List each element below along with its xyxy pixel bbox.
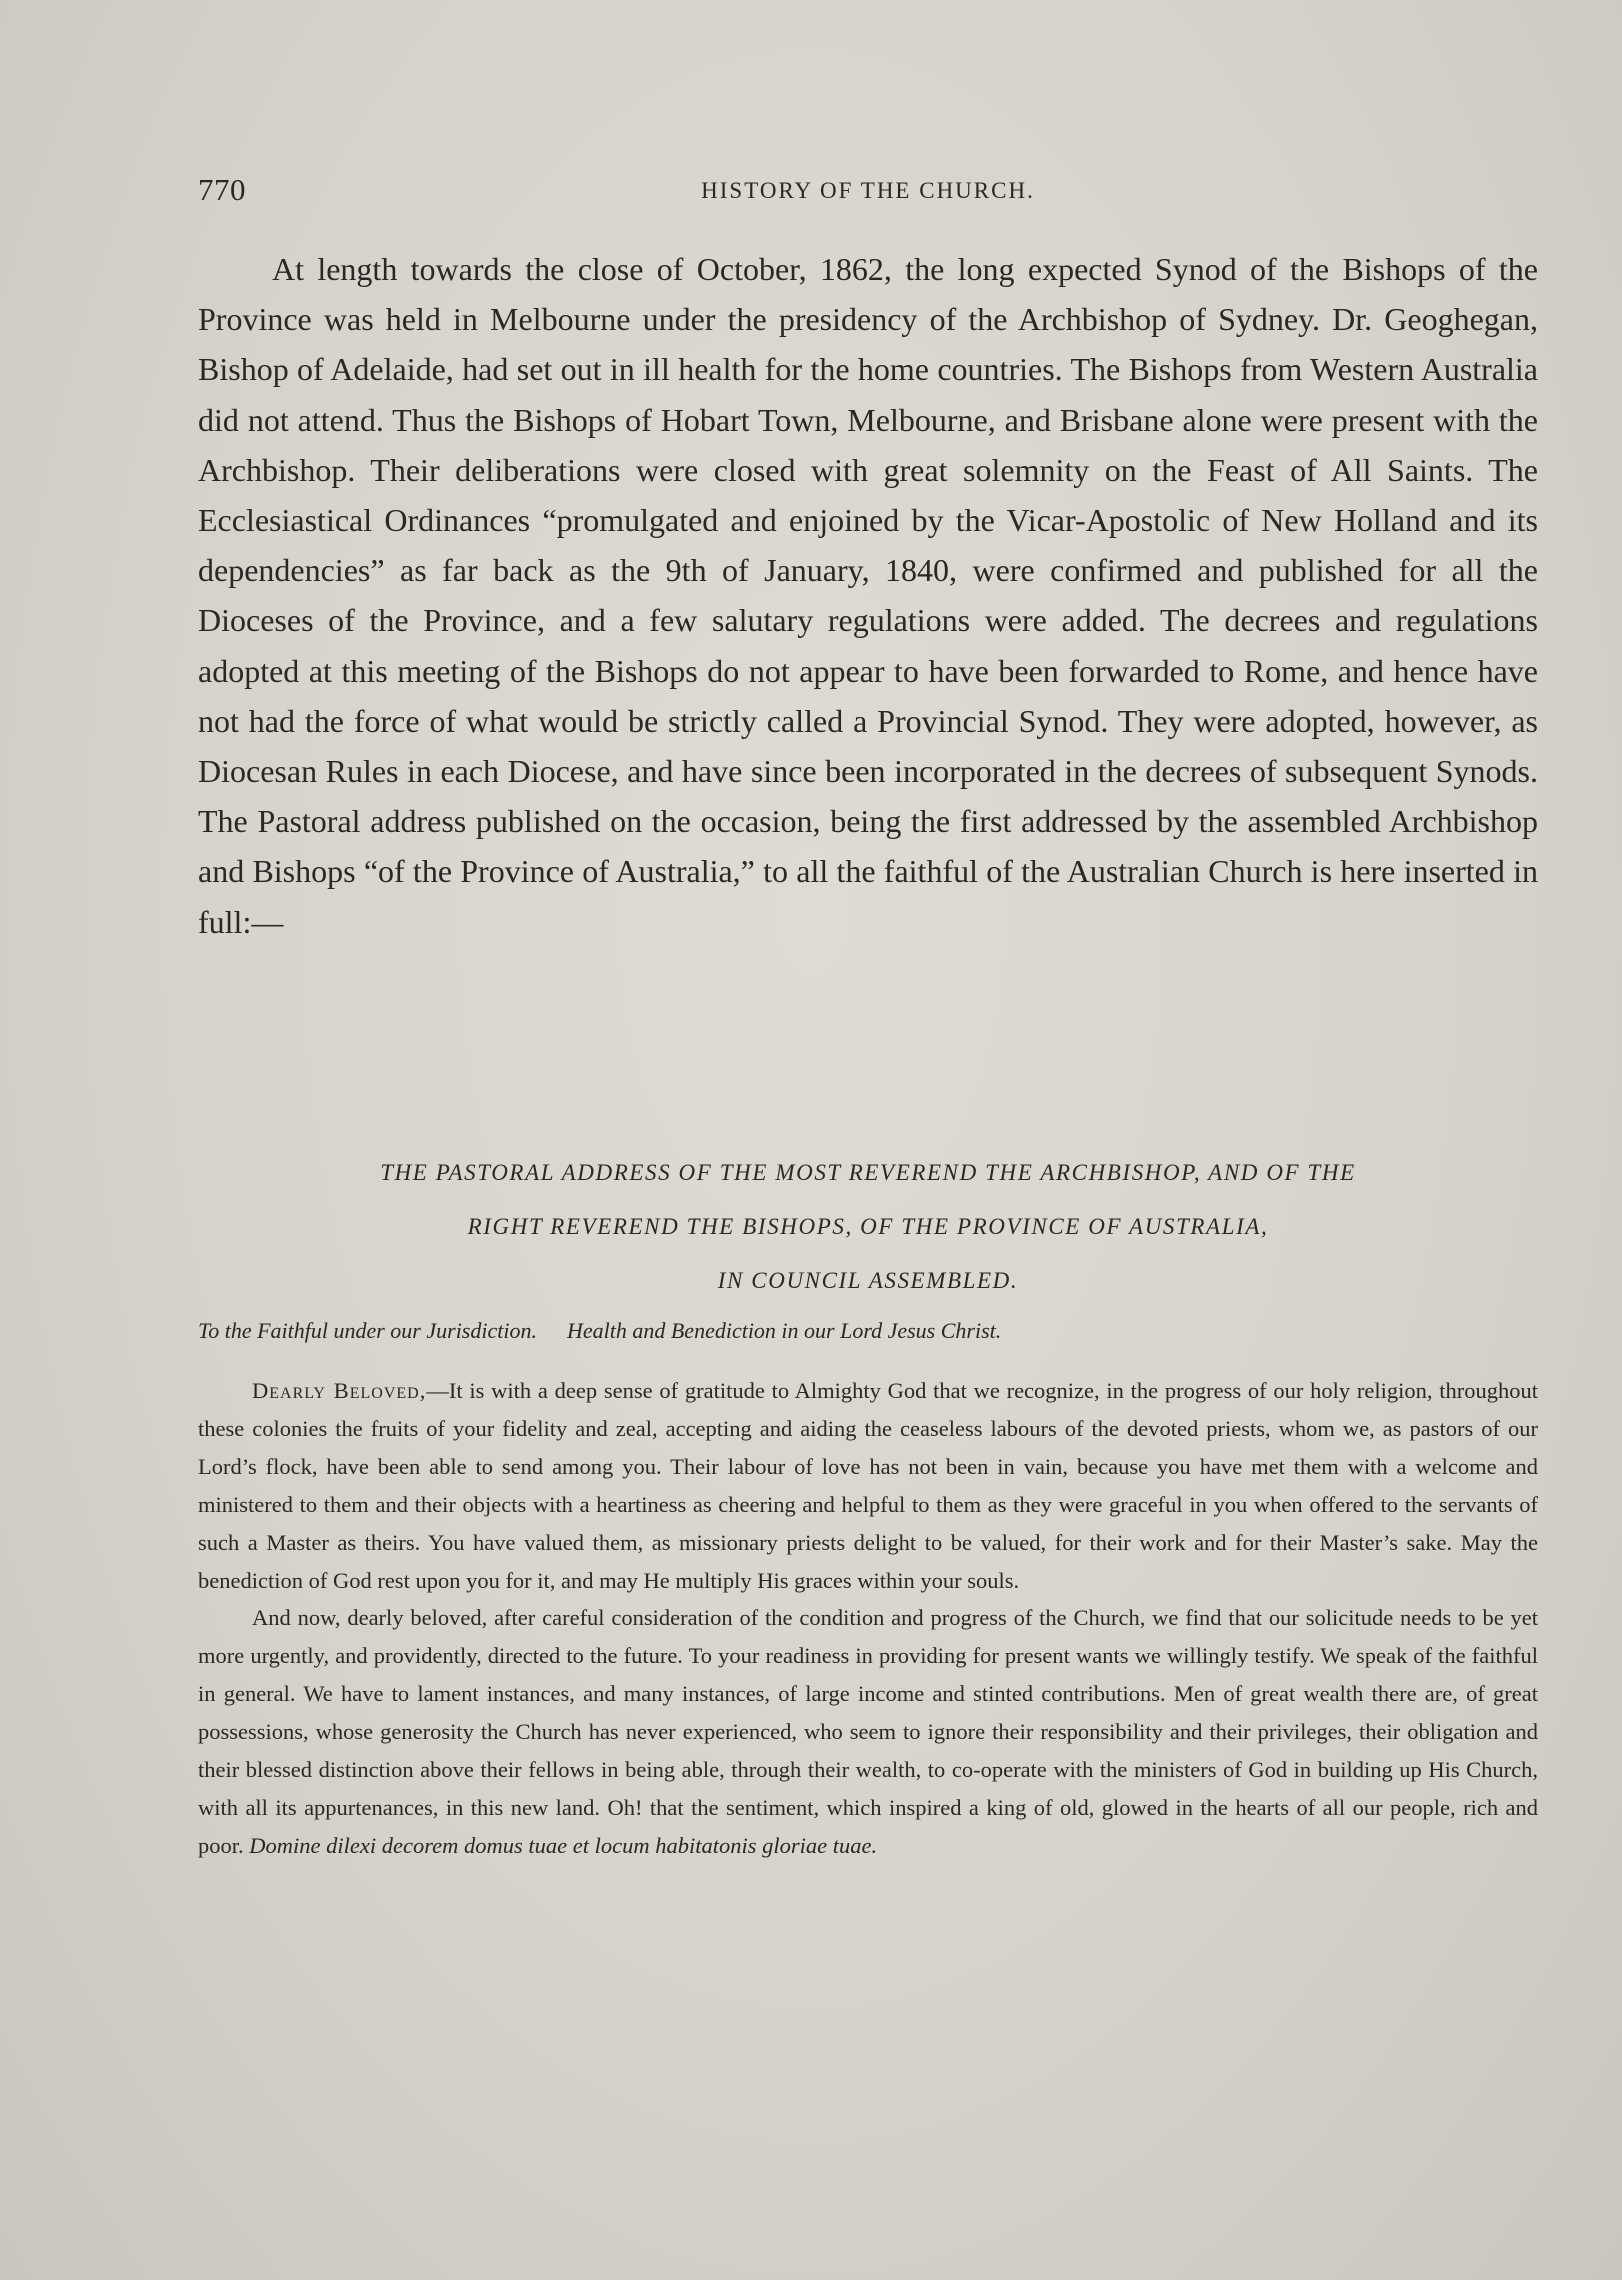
heading-line: RIGHT REVEREND THE BISHOPS, OF THE PROVINCE OF AUSTRALIA, (467, 1214, 1269, 1239)
salutation-greeting: Health and Benediction in our Lord Jesus Christ. (566, 1318, 1002, 1343)
address-paragraph (198, 1372, 1538, 1599)
address-salutation (198, 1318, 1538, 1344)
address-paragraph (198, 1599, 1538, 1864)
latin-quotation: Domine dilexi decorem domus tuae et locum habitatonis gloriae tuae. (249, 1832, 878, 1858)
heading-line: THE PASTORAL ADDRESS OF THE MOST REVEREND THE ARCHBISHOP, AND OF THE (380, 1160, 1356, 1185)
heading-line: IN COUNCIL ASSEMBLED. (717, 1268, 1019, 1293)
body-paragraph: At length towards the close of October, 1862, the long expected Synod of the Bishops of the Province was held in Melbourne under the presidency of the Archbishop of Sydney. Dr. Geoghegan, Bishop of Adelaide, had set out in ill health for the home countries. The Bishops from Western Australia did not attend. Thus the Bishops of Hobart Town, Melbourne, and Brisbane alone were present with the Archbishop. Their deliberations were closed with great solemnity on the Feast of All Saints. The Ecclesiastical Ordinances “promulgated and enjoined by the Vicar-Apostolic of New Holland and its dependencies” as far back as the 9th of January, 1840, were confirmed and published for all the Dioceses of the Province, and a few salutary regulations were added. The decrees and regulations adopted at this meeting of the Bishops do not appear to have been forwarded to Rome, and hence have not had the force of what would be strictly called a Provincial Synod. They were adopted, however, as Diocesan Rules in each Diocese, and have since been incorporated in the decrees of subsequent Synods. The Pastoral address published on the occasion, being the first addressed by the assembled Archbishop and Bishops “of the Province of Australia,” to all the faithful of the Australian Church is here inserted in full:— (198, 251, 1538, 940)
page-number: 770 (198, 172, 246, 207)
pastoral-address-heading (198, 1146, 1538, 1308)
paragraph-text: And now, dearly beloved, after careful consideration of the condition and progress of the Church, we find that our solicitude needs to be yet more urgently, and providently, directed to the future. To your readiness in providing for present wants we willingly testify. We speak of the faithful in general. We have to lament instances, and many instances, of large income and stinted contributions. Men of great wealth there are, of great possessions, whose generosity the Church has never experienced, who seem to ignore their responsibility and their privileges, their obligation and their blessed distinction above their fellows in being able, through their wealth, to co-operate with the ministers of God in building up His Church, with all its appurtenances, in this new land. Oh! that the sentiment, which inspired a king of old, glowed in the hearts of all our people, rich and poor. (198, 1605, 1538, 1858)
page-header (198, 172, 1538, 218)
running-title: HISTORY OF THE CHURCH. (701, 178, 1035, 203)
opening-words: Dearly Beloved, (252, 1378, 427, 1403)
salutation-addressee: To the Faithful under our Jurisdiction. (198, 1318, 537, 1343)
pastoral-address-body (198, 1372, 1538, 1865)
paragraph-text: —It is with a deep sense of gratitude to Almighty God that we recognize, in the progress of our holy religion, throughout these colonies the fruits of your fidelity and zeal, accepting and aiding the ceaseless labours of the devoted priests, whom we, as pastors of our Lord’s flock, have been able to send among you. Their labour of love has not been in vain, because you have met them with a welcome and ministered to them and their objects with a heartiness as cheering and helpful to them as they were graceful in you when offered to the servants of such a Master as theirs. You have valued them, as missionary priests delight to be valued, for their work and for their Master’s sake. May the benediction of God rest upon you for it, and may He multiply His graces within your souls. (198, 1378, 1539, 1593)
